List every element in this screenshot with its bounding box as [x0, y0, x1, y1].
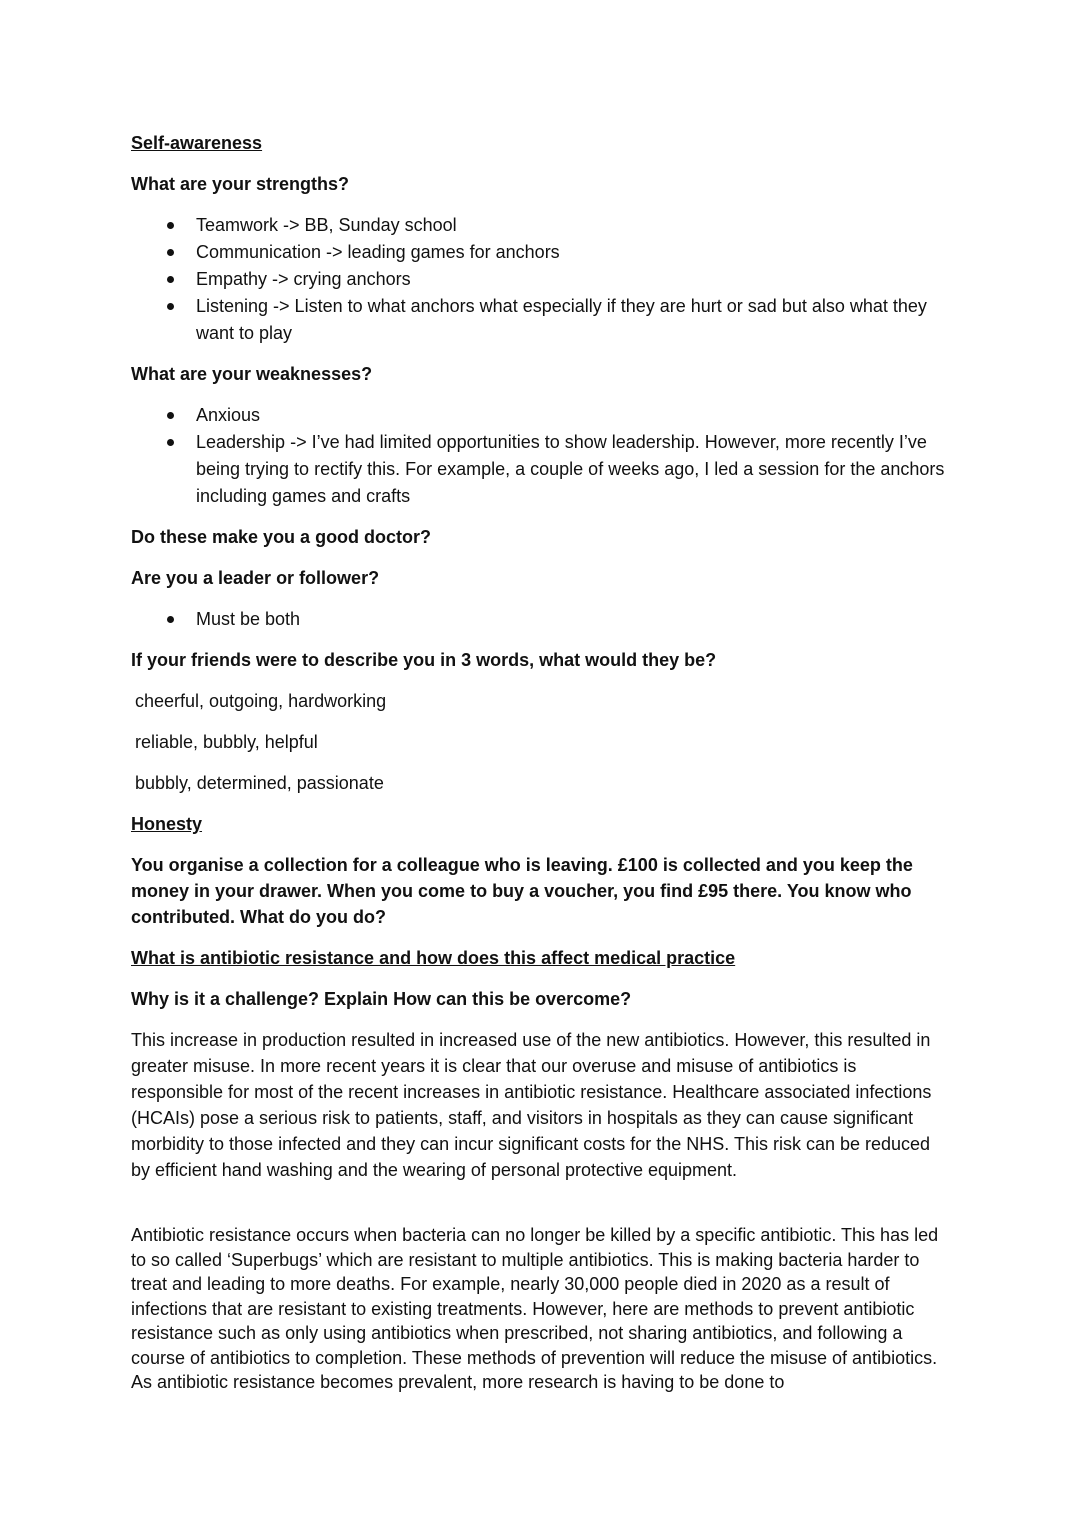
- heading-honesty: Honesty: [131, 814, 203, 834]
- bullet-icon: [167, 439, 174, 446]
- list-item: Listening -> Listen to what anchors what especially if they are hurt or sad but also what they want to play: [131, 293, 953, 347]
- bullet-icon: [167, 412, 174, 419]
- list-item: Must be both: [131, 606, 953, 633]
- bullet-icon: [167, 222, 174, 229]
- paragraph-antibiotic-1: This increase in production resulted in increased use of the new antibiotics. However, this resulted in greater misuse. In more recent years it is clear that our overuse and misuse of antibiotics is responsible for most of the recent increases in antibiotic resistance. Healthcare associated infections (HCAIs) pose a serious risk to patients, staff, and visitors in hospitals as they can cause significant morbidity to those infected and they can incur significant costs for the NHS. This risk can be reduced by efficient hand washing and the wearing of personal protective equipment.: [131, 1030, 932, 1180]
- weaknesses-list: [131, 402, 953, 510]
- leader-list: [131, 606, 953, 633]
- question-good-doctor: Do these make you a good doctor?: [131, 527, 432, 547]
- question-antibiotic: Why is it a challenge? Explain How can this be overcome?: [131, 989, 632, 1009]
- heading-antibiotic: What is antibiotic resistance and how does this affect medical practice: [131, 948, 736, 968]
- question-weaknesses: What are your weaknesses?: [131, 364, 373, 384]
- question-leader-follower: Are you a leader or follower?: [131, 568, 380, 588]
- bullet-icon: [167, 276, 174, 283]
- list-item: Teamwork -> BB, Sunday school: [131, 212, 953, 239]
- friends-answer: reliable, bubbly, helpful: [135, 732, 318, 752]
- bullet-icon: [167, 249, 174, 256]
- question-honesty: You organise a collection for a colleague who is leaving. £100 is collected and you keep the money in your drawer. When you come to buy a voucher, you find £95 there. You know who contributed. What do you do?: [131, 855, 913, 927]
- strengths-list: [131, 212, 953, 347]
- list-item: Anxious: [131, 402, 953, 429]
- question-friends-words: If your friends were to describe you in 3 words, what would they be?: [131, 650, 717, 670]
- friends-answer: cheerful, outgoing, hardworking: [135, 691, 387, 711]
- list-item: Empathy -> crying anchors: [131, 266, 953, 293]
- bullet-icon: [167, 616, 174, 623]
- question-strengths: What are your strengths?: [131, 174, 350, 194]
- friends-answer: bubbly, determined, passionate: [135, 773, 384, 793]
- document-page: [131, 130, 953, 1395]
- list-item: Communication -> leading games for anchors: [131, 239, 953, 266]
- bullet-icon: [167, 303, 174, 310]
- list-item: Leadership -> I’ve had limited opportunities to show leadership. However, more recently I’ve being trying to rectify this. For example, a couple of weeks ago, I led a session for the anchors including games and crafts: [131, 429, 953, 510]
- heading-self-awareness: Self-awareness: [131, 133, 263, 153]
- paragraph-antibiotic-2: Antibiotic resistance occurs when bacteria can no longer be killed by a specific antibiotic. This has led to so called ‘Superbugs’ which are resistant to multiple antibiotics. This is making bacteria harder to treat and leading to more deaths. For example, nearly 30,000 people died in 2020 as a result of infections that are resistant to existing treatments. However, here are methods to prevent antibiotic resistance such as only using antibiotics when prescribed, not sharing antibiotics, and following a course of antibiotics to completion. These methods of prevention will reduce the misuse of antibiotics. As antibiotic resistance becomes prevalent, more research is having to be done to: [131, 1225, 939, 1392]
